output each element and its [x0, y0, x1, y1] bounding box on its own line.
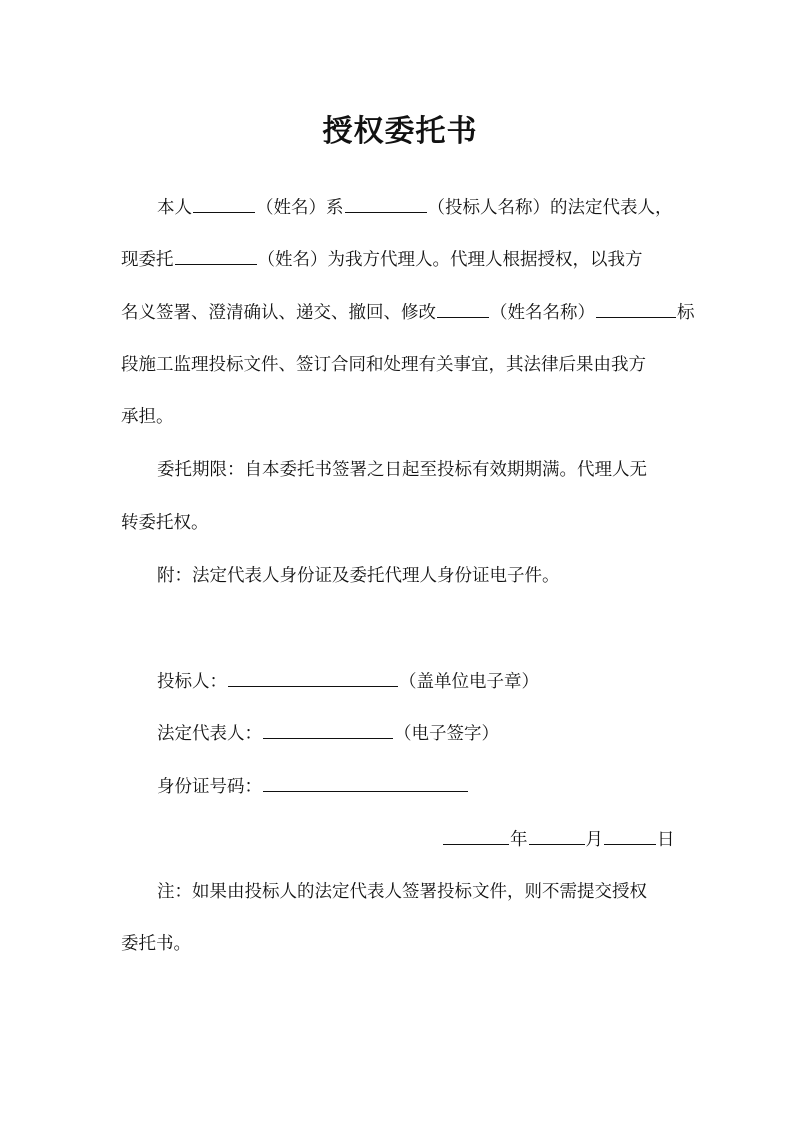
text: 现委托	[121, 250, 174, 270]
year-blank	[443, 825, 509, 845]
paragraph-2-line-2: 转委托权。	[121, 513, 209, 533]
legal-rep-blank	[263, 719, 393, 739]
day-label: 日	[657, 830, 675, 850]
id-blank	[263, 772, 468, 792]
attachment-note: 附：法定代表人身份证及委托代理人身份证电子件。	[157, 566, 560, 586]
note-line-1: 注：如果由投标人的法定代表人签署投标文件，则不需提交授权	[157, 882, 647, 902]
agent-name-blank	[175, 245, 257, 265]
paragraph-1-line-3	[121, 298, 695, 327]
text: 本人	[157, 198, 192, 218]
section-blank	[596, 298, 676, 318]
legal-rep-signature-line	[157, 719, 499, 748]
document-title: 授权委托书	[322, 114, 478, 149]
year-label: 年	[510, 830, 528, 850]
bidder-name-blank	[345, 193, 427, 213]
paragraph-1-line-2	[121, 245, 643, 274]
bidder-blank	[228, 667, 398, 687]
note-line-2: 委托书。	[121, 934, 191, 954]
text: （投标人名称）的法定代表人，	[427, 198, 673, 218]
id-label: 身份证号码：	[157, 777, 262, 797]
paragraph-1-line-5: 承担。	[121, 407, 174, 427]
name-blank-2	[437, 298, 489, 318]
month-label: 月	[585, 830, 603, 850]
id-number-line	[157, 772, 469, 801]
day-blank	[604, 825, 656, 845]
legal-rep-label: 法定代表人：	[157, 724, 262, 744]
text: 名义签署、澄清确认、递交、撤回、修改	[121, 303, 436, 323]
text: （姓名）系	[256, 198, 344, 218]
text: 标	[677, 303, 695, 323]
paragraph-2-line-1: 委托期限：自本委托书签署之日起至投标有效期期满。代理人无	[157, 460, 647, 480]
text: （姓名名称）	[490, 303, 595, 323]
signature-note: （电子签字）	[394, 724, 499, 744]
bidder-signature-line	[157, 667, 539, 696]
seal-note: （盖单位电子章）	[399, 672, 539, 692]
name-blank	[193, 193, 255, 213]
text: （姓名）为我方代理人。代理人根据授权，以我方	[257, 250, 643, 270]
paragraph-1-line-4: 段施工监理投标文件、签订合同和处理有关事宜，其法律后果由我方	[121, 355, 646, 375]
bidder-label: 投标人：	[157, 672, 227, 692]
date-line	[442, 825, 675, 854]
paragraph-1-line-1	[157, 193, 673, 222]
month-blank	[529, 825, 585, 845]
